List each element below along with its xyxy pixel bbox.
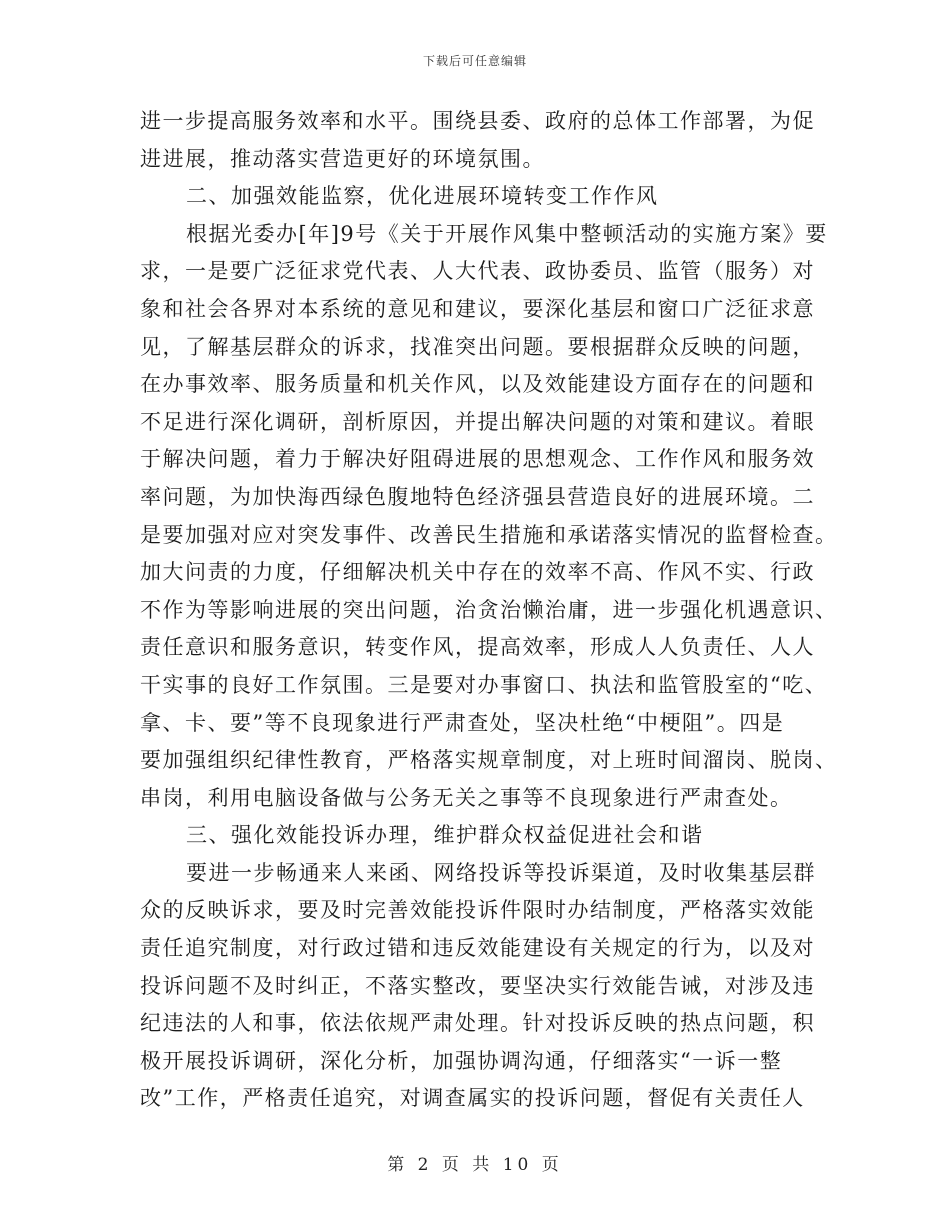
text-line: 于解决问题，着力于解决好阻碍进展的思想观念、工作作风和服务效 <box>140 447 815 472</box>
text-line: 投诉问题不及时纠正，不落实整改，要坚决实行效能告诫，对涉及违 <box>140 973 815 998</box>
text-line: 在办事效率、服务质量和机关作风，以及效能建设方面存在的问题和 <box>140 372 815 397</box>
page-header: 下载后可任意编辑 <box>422 54 527 68</box>
text-line: 进一步提高服务效率和水平。围绕县委、政府的总体工作部署，为促 <box>140 109 815 133</box>
text-line: 要进一步畅通来人来函、网络投诉等投诉渠道，及时收集基层群 <box>186 860 816 885</box>
text-line: 众的反映诉求，要及时完善效能投诉件限时办结制度，严格落实效能 <box>140 898 815 923</box>
text-line: 象和社会各界对本系统的意见和建议，要深化基层和窗口广泛征求意 <box>140 296 815 321</box>
text-line: 率问题，为加快海西绿色腹地特色经济强县营造良好的进展环境。二 <box>140 484 815 509</box>
text-line: 责任意识和服务意识，转变作风，提高效率，形成人人负责任、人人 <box>140 635 815 660</box>
text-line: 责任追究制度，对行政过错和违反效能建设有关规定的行为，以及对 <box>140 936 815 961</box>
text-line: 不作为等影响进展的突出问题，治贪治懒治庸，进一步强化机遇意识、 <box>140 597 838 622</box>
text-line: 拿、卡、要”等不良现象进行严肃查处，坚决杜绝“中梗阻”。四是 <box>140 710 785 735</box>
text-line: 干实事的良好工作氛围。三是要对办事窗口、执法和监管股室的“吃、 <box>140 672 828 697</box>
text-line: 要加强组织纪律性教育，严格落实规章制度，对上班时间溜岗、脱岗、 <box>140 748 838 773</box>
text-line: 极开展投诉调研，深化分析，加强协调沟通，仔细落实“一诉一整 <box>140 1048 783 1073</box>
text-line: 串岗，利用电脑设备做与公务无关之事等不良现象进行严肃查处。 <box>140 785 793 810</box>
text-line: 是要加强对应对突发事件、改善民生措施和承诺落实情况的监督检查。 <box>140 522 838 547</box>
text-line: 根据光委办[年]9号《关于开展作风集中整顿活动的实施方案》要 <box>186 221 828 246</box>
section-heading: 三、强化效能投诉办理，维护群众权益促进社会和谐 <box>186 823 704 848</box>
text-line: 改”工作，严格责任追究，对调查属实的投诉问题，督促有关责任人 <box>140 1086 805 1111</box>
text-line: 不足进行深化调研，剖析原因，并提出解决问题的对策和建议。着眼 <box>140 409 815 434</box>
text-line: 进进展，推动落实营造更好的环境氛围。 <box>140 146 545 171</box>
text-line: 求，一是要广泛征求党代表、人大代表、政协委员、监管（服务）对 <box>140 259 815 284</box>
text-line: 见，了解基层群众的诉求，找准突出问题。要根据群众反映的问题， <box>140 334 815 359</box>
text-line: 加大问责的力度，仔细解决机关中存在的效率不高、作风不实、行政 <box>140 560 815 585</box>
section-heading: 二、加强效能监察，优化进展环境转变工作作风 <box>186 184 659 209</box>
page-footer: 第 2 页 共 10 页 <box>387 1155 563 1175</box>
text-line: 纪违法的人和事，依法依规严肃处理。针对投诉反映的热点问题，积 <box>140 1011 815 1036</box>
document-body <box>140 103 838 1118</box>
